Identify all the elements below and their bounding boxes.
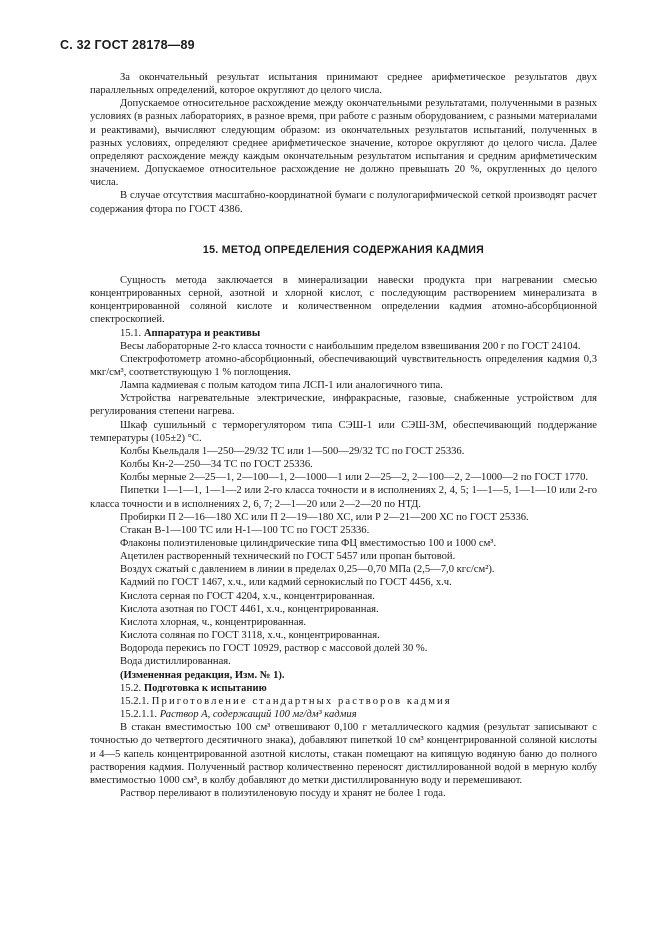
subsection-heading: Подготовка к испытанию [143,682,267,694]
intro-paragraph: За окончательный результат испытания принимают среднее арифметическое результатов двух параллельных определений, которое округляют до целого числа. [90,72,597,97]
list-item: Колбы Кьельдаля 1—250—29/32 ТС или 1—500—29/32 ТС по ГОСТ 25336. [120,445,465,457]
subsection-15-2 [90,682,597,695]
page-body [90,71,597,800]
list-item: Ацетилен растворенный технический по ГОСТ 5457 или пропан бытовой. [120,551,456,563]
solution-a-storage: Раствор переливают в полиэтиленовую посуду и хранят не более 1 года. [120,787,446,799]
list-item: Шкаф сушильный с терморегулятором типа СЭШ-1 или СЭШ-3М, обеспечивающий поддержание температуры (105±2) °С. [90,419,597,444]
list-item: Спектрофотометр атомно-абсорбционный, обеспечивающий чувствительность определения кадмия 0,3 мкг/см³, соответствующую 1 % поглощения. [90,353,597,378]
list-item: Устройства нагревательные электрические, инфракрасные, газовые, снабженные устройством для регулирования степени нагрева. [90,393,597,418]
intro-paragraph: Допускаемое относительное расхождение между окончательными результатами, полученными в разных условиях (в разных лабораториях, в разное время, при работе с разным оборудованием, с разными материалами и реактивами), вычисляют следующим образом: из окончательных результатов испытаний, полученных в разных условиях, определяют среднее арифметическое значение, которое округляют до целого числа. Далее определяют расхождение между каждым окончательным результатом испытания и средним арифметическим значением. Допускаемое относительное расхождение не должно превышать 20 %, округленных до целого числа. [90,98,597,189]
list-item: Водорода перекись по ГОСТ 10929, раствор с массовой долей 30 %. [120,643,428,655]
list-item: Вода дистиллированная. [120,656,231,668]
subsection-number: 15.2.1. [120,695,150,707]
equipment-list [90,340,597,669]
running-header: С. 32 ГОСТ 28178—89 [60,38,195,52]
list-item: Весы лабораторные 2-го класса точности с наибольшим пределом взвешивания 200 г по ГОСТ 24104. [120,340,581,352]
list-item: Кислота серная по ГОСТ 4204, х.ч., концентрированная. [120,590,375,602]
list-item: Колбы мерные 2—25—1, 2—100—1, 2—1000—1 или 2—25—2, 2—100—2, 2—1000—2 по ГОСТ 1770. [120,472,589,484]
solution-a-procedure: В стакан вместимостью 100 см³ отвешивают 0,100 г металлического кадмия (результат записывают с точностью до четвертого десятичного знака), добавляют пипеткой 10 см³ концентрированной соляной кислоты и 4—5 капель концентрированной азотной кислоты, стакан помещают на кипящую водяную баню до полного растворения кадмия. Полученный раствор количественно переносят дистиллированной водой в мерную колбу вместимостью 1000 см³, в колбу добавляют до метки дистиллированную воду и перемешивают. [90,722,597,786]
list-item: Кислота азотная по ГОСТ 4461, х.ч., концентрированная. [120,603,379,615]
section-title: 15. МЕТОД ОПРЕДЕЛЕНИЯ СОДЕРЖАНИЯ КАДМИЯ [202,243,485,256]
list-item: Пипетки 1—1—1, 1—1—2 или 2-го класса точности и в исполнениях 2, 4, 5; 1—1—5, 1—1—10 или 2-го класса точности и в исполнениях 2, 6, 7; 2—1—20 или 2—2—20 по НТД. [90,485,597,510]
subsection-number: 15.1. [120,327,142,339]
list-item: Кадмий по ГОСТ 1467, х.ч., или кадмий сернокислый по ГОСТ 4456, х.ч. [120,577,452,589]
subsection-15-2-1-1 [90,708,597,721]
list-item: Пробирки П 2—16—180 ХС или П 2—19—180 ХС, или Р 2—21—200 ХС по ГОСТ 25336. [120,511,529,523]
subsection-15-2-1 [90,695,597,708]
subsection-number: 15.2.1.1. [120,709,158,721]
list-item: Лампа кадмиевая с полым катодом типа ЛСП-1 или аналогичного типа. [120,380,443,392]
list-item: Колбы Кн-2—250—34 ТС по ГОСТ 25336. [120,459,313,471]
subsection-heading: Приготовление стандартных растворов кадмия [151,695,452,707]
amendment-note: (Измененная редакция, Изм. № 1). [120,669,285,681]
list-item: Кислота соляная по ГОСТ 3118, х.ч., концентрированная. [120,630,380,642]
intro-paragraph: В случае отсутствия масштабно-координатной бумаги с полулогарифмической сеткой производят расчет содержания фтора по ГОСТ 4386. [90,190,597,215]
list-item: Флаконы полиэтиленовые цилиндрические типа ФЦ вместимостью 100 и 1000 см³. [120,538,497,549]
subsection-heading: Аппаратура и реактивы [143,327,261,339]
subsection-15-1 [90,327,597,340]
subsection-number: 15.2. [120,682,142,694]
method-essence: Сущность метода заключается в минерализации навески продукта при нагревании смесью концентрированных серной, азотной и хлорной кислот, с последующим растворением минерализата в концентрированной соляной кислоте и количественном определении кадмия атомно-абсорбционной спектроскопией. [90,274,597,326]
list-item: Воздух сжатый с давлением в линии в пределах 0,25—0,70 МПа (2,5—7,0 кгс/см²). [120,564,495,576]
list-item: Кислота хлорная, ч., концентрированная. [120,616,307,628]
list-item: Стакан В-1—100 ТС или Н-1—100 ТС по ГОСТ 25336. [120,524,370,536]
subsection-heading: Раствор А, содержащий 100 мг/дм³ кадмия [159,709,357,721]
